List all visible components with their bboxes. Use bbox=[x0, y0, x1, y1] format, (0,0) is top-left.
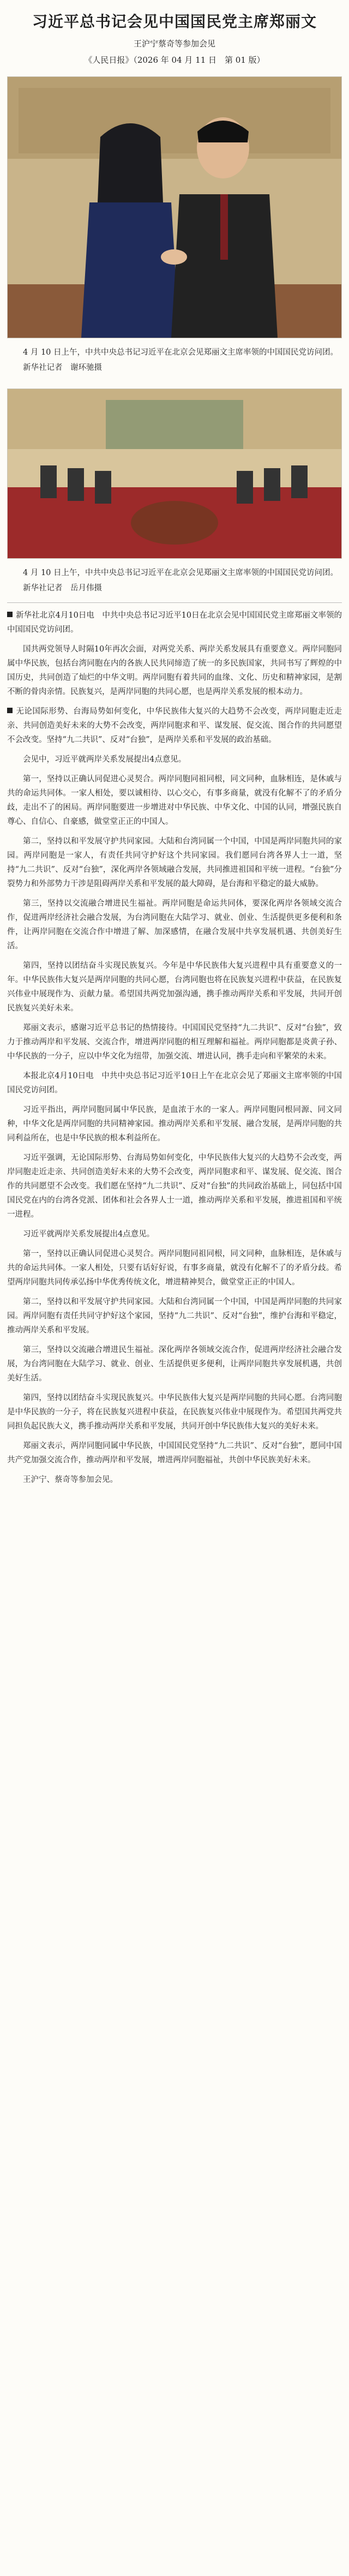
photo2-credit: 新华社记者 岳月伟摄 bbox=[23, 584, 102, 593]
body-paragraph: 本报北京4月10日电 中共中央总书记习近平10日上午在北京会见了郑丽文主席率领的中国国民党访问团。 bbox=[7, 1072, 342, 1095]
body-paragraph: 习近平强调，无论国际形势、台海局势如何变化，中华民族伟大复兴的大趋势不会改变，两岸同胞走近走亲、共同创造美好未来的大势不会改变，两岸同胞求和平、谋发展、促交流、图合作的共同愿望不会改变。我们愿在坚持“九二共识”、反对“台独”的共同政治基础上，同包括中国国民党在内的台湾各党派、团体和社会各界人士一道，推动两岸关系和平发展，推进祖国和平统一进程。 bbox=[7, 1153, 342, 1219]
photo1-credit: 新华社记者 谢环驰摄 bbox=[23, 363, 102, 372]
body-paragraph: 国共两党领导人时隔10年再次会面，对两党关系、两岸关系发展具有重要意义。两岸同胞同属中华民族，包括台湾同胞在内的各族人民共同缔造了统一的多民族国家，共同书写了辉煌的中国历史，共同创造了灿烂的中华文明。两岸同胞有着共同的血缘、文化、历史和精神家园，是割不断的骨肉亲情。民族复兴，是两岸同胞的共同心愿，也是两岸关系发展的根本动力。 bbox=[7, 645, 342, 696]
photo1-caption: 4 月 10 日上午，中共中央总书记习近平在北京会见郑丽文主席率领的中国国民党访问团。 bbox=[23, 348, 338, 357]
body-paragraph: 无论国际形势、台海局势如何变化，中华民族伟大复兴的大趋势不会改变，两岸同胞走近走亲、共同创造美好未来的大势不会改变，两岸同胞求和平、谋发展、促交流、图合作的共同愿望不会改变。坚持“九二共识”、反对“台独”，是两岸关系和平发展的政治基础。 bbox=[7, 707, 342, 744]
body-paragraph: 习近平就两岸关系发展提出4点意见。 bbox=[23, 1230, 155, 1239]
body-paragraph: 第三，坚持以交流融合增进民生福祉。两岸同胞是命运共同体，要深化两岸各领域交流合作，促进两岸经济社会融合发展，为台湾同胞在大陆学习、就业、创业、生活提供更多便利和条件，让两岸同胞在交流合作中增进了解、加深感情，在融合发展中共享发展机遇、共创美好生活。 bbox=[7, 899, 342, 951]
body-paragraph: 第一，坚持以正确认同促进心灵契合。两岸同胞同祖同根，同文同种，血脉相连，是休戚与共的命运共同体。一家人相处，只要有话好好说，有事多商量，就没有化解不了的矛盾分歧。希望两岸同胞共同传承弘扬中华优秀传统文化，增进精神契合，做堂堂正正的中国人。 bbox=[7, 1250, 342, 1287]
body-paragraph: 第四，坚持以团结奋斗实现民族复兴。今年是中华民族伟大复兴进程中具有重要意义的一年。中华民族伟大复兴是两岸同胞的共同心愿，台湾同胞也将在民族复兴进程中获益，在民族复兴伟业中展现作为、贡献力量。希望国共两党加强沟通，携手推动两岸关系和平发展，共同开创民族复兴美好未来。 bbox=[7, 961, 342, 1013]
body-paragraph: 第三，坚持以交流融合增进民生福祉。深化两岸各领域交流合作，促进两岸经济社会融合发展，为台湾同胞在大陆学习、就业、创业、生活提供更多便利，让两岸同胞共享发展机遇，共创美好生活。 bbox=[7, 1346, 342, 1383]
body-paragraph: 第二，坚持以和平发展守护共同家园。大陆和台湾同属一个中国，中国是两岸同胞的共同家园。两岸同胞有责任共同守护好这个家园，坚持“九二共识”、反对“台独”，维护台海和平稳定，推动两岸关系和平发展。 bbox=[7, 1298, 342, 1335]
body-paragraph: 习近平指出，两岸同胞同属中华民族，是血浓于水的一家人。两岸同胞同根同源、同文同种，中华文化是两岸同胞的共同精神家园。推动两岸关系和平发展、融合发展，是两岸同胞的共同利益所在，也是中华民族的根本利益所在。 bbox=[7, 1105, 342, 1143]
bullet-square-icon bbox=[7, 708, 13, 713]
body-paragraph: 郑丽文表示，感谢习近平总书记的热情接待。中国国民党坚持“九二共识”、反对“台独”，致力于推动两岸和平发展、交流合作，增进两岸同胞的相互理解和福祉。两岸同胞都是炎黄子孙、中华民族的一分子，应以中华文化为纽带，加强交流、增进认同，携手走向和平繁荣的未来。 bbox=[7, 1024, 342, 1061]
body-paragraph: 会见中，习近平就两岸关系发展提出4点意见。 bbox=[23, 755, 186, 764]
bullet-square-icon bbox=[7, 612, 13, 617]
body-paragraph: 第二，坚持以和平发展守护共同家园。大陆和台湾同属一个中国，中国是两岸同胞共同的家园。两岸同胞是一家人，有责任共同守护好这个共同家园。我们愿同台湾各界人士一道，坚持“九二共识”、反对“台独”，深化两岸各领域融合发展，共同推进祖国和平统一进程。“台独”分裂势力和外部势力干涉是阻碍两岸关系和平发展的最大障碍，是台海和平稳定的最大威胁。 bbox=[7, 837, 342, 888]
body-paragraph: 第一，坚持以正确认同促进心灵契合。两岸同胞同祖同根，同文同种，血脉相连，是休戚与共的命运共同体。一家人相处，要以诚相待、以心交心，有事多商量，就没有化解不了的矛盾分歧，走出不了的困局。两岸同胞要进一步增进对中华民族、中华文化、中国的认同，增强民族自尊心、自信心、自豪感，做堂堂正正的中国人。 bbox=[7, 775, 342, 826]
article-source: 《人民日报》（2026 年 04 月 11 日 第 01 版） bbox=[84, 55, 265, 65]
article-byline: 王沪宁蔡奇等参加会见 bbox=[133, 39, 215, 49]
photo-handshake bbox=[7, 76, 342, 338]
photo-meeting-room bbox=[7, 389, 342, 559]
meeting-photo bbox=[8, 389, 341, 558]
photo2-caption: 4 月 10 日上午，中共中央总书记习近平在北京会见郑丽文主席率领的中国国民党访问团。 bbox=[23, 569, 338, 577]
body-paragraph: 郑丽文表示，两岸同胞同属中华民族，中国国民党坚持“九二共识”、反对“台独”，愿同中国共产党加强交流合作，推动两岸和平发展，增进两岸同胞福祉，共创中华民族美好未来。 bbox=[7, 1442, 342, 1465]
divider bbox=[7, 602, 342, 603]
body-paragraph: 第四，坚持以团结奋斗实现民族复兴。中华民族伟大复兴是两岸同胞的共同心愿。台湾同胞是中华民族的一分子，将在民族复兴进程中获益，在民族复兴伟业中展现作为。希望国共两党共同担负起民族大义，携手推动两岸关系和平发展，共同开创中华民族伟大复兴的美好未来。 bbox=[7, 1394, 342, 1431]
lead-paragraph: 新华社北京4月10日电 中共中央总书记习近平10日在北京会见中国国民党主席郑丽文率领的中国国民党访问团。 bbox=[7, 611, 342, 634]
handshake-photo bbox=[8, 77, 341, 338]
article-title: 习近平总书记会见中国国民党主席郑丽文 bbox=[32, 13, 317, 31]
attendees-note: 王沪宁、蔡奇等参加会见。 bbox=[23, 1475, 118, 1484]
